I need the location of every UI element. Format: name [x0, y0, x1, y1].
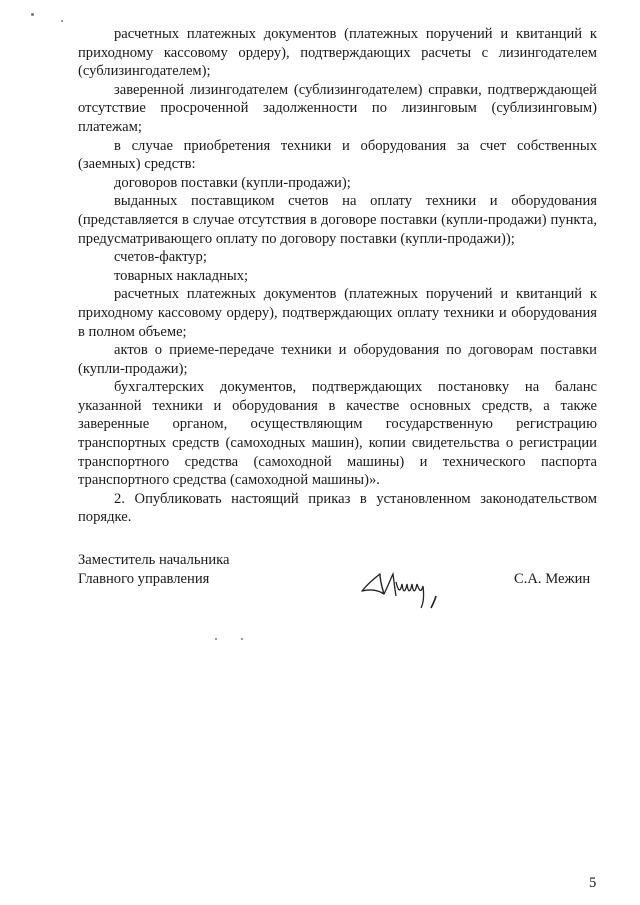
- scan-speck: [61, 20, 63, 22]
- signer-title-line: Заместитель начальника: [78, 552, 230, 568]
- paragraph: заверенной лизингодателем (сублизингодателем) справки, подтверждающей отсутствие просроченной задолженности по лизинговым (сублизинговым) платежам;: [78, 81, 597, 135]
- scan-speck: [215, 638, 217, 640]
- paragraph: 2. Опубликовать настоящий приказ в установленном законодательством порядке.: [78, 490, 597, 526]
- paragraph: в случае приобретения техники и оборудования за счет собственных (заемных) средств:: [78, 137, 597, 173]
- signer-title: [78, 551, 230, 588]
- paragraph: договоров поставки (купли-продажи);: [114, 174, 351, 191]
- paragraph: актов о приеме-передаче техники и оборудования по договорам поставки (купли-продажи);: [78, 342, 597, 377]
- page-number: 5: [589, 875, 597, 891]
- paragraph: выданных поставщиком счетов на оплату техники и оборудования (представляется в случае отсутствия в договоре поставки (купли-продажи) пункта, предусматривающего оплату по договору поставки (купли-продажи));: [78, 193, 597, 247]
- paragraph: расчетных платежных документов (платежных поручений и квитанций к приходному кассовому ордеру), подтверждающих оплату техники и оборудования в полном объеме;: [78, 286, 597, 340]
- handwritten-signature: [358, 560, 448, 616]
- document-body: [78, 25, 597, 527]
- scan-speck: [241, 638, 243, 640]
- paragraph: товарных накладных;: [114, 267, 249, 284]
- paragraph: бухгалтерских документов, подтверждающих постановку на баланс указанной техники и оборудования в качестве основных средств, а также заверенные органом, осуществляющим государственную регистрацию транспортных средств (самоходных машин), копии свидетельства о регистрации транспортного средства (самоходной машины) и технического паспорта транспортного средства (самоходной машины)».: [78, 379, 597, 489]
- signer-title-line: Главного управления: [78, 570, 210, 587]
- scan-speck: [31, 13, 34, 16]
- paragraph: счетов-фактур;: [114, 249, 207, 266]
- paragraph: расчетных платежных документов (платежных поручений и квитанций к приходному кассовому ордеру), подтверждающих расчеты с лизингодателем (сублизингодателем);: [78, 26, 597, 80]
- signer-name: С.А. Межин: [514, 571, 591, 587]
